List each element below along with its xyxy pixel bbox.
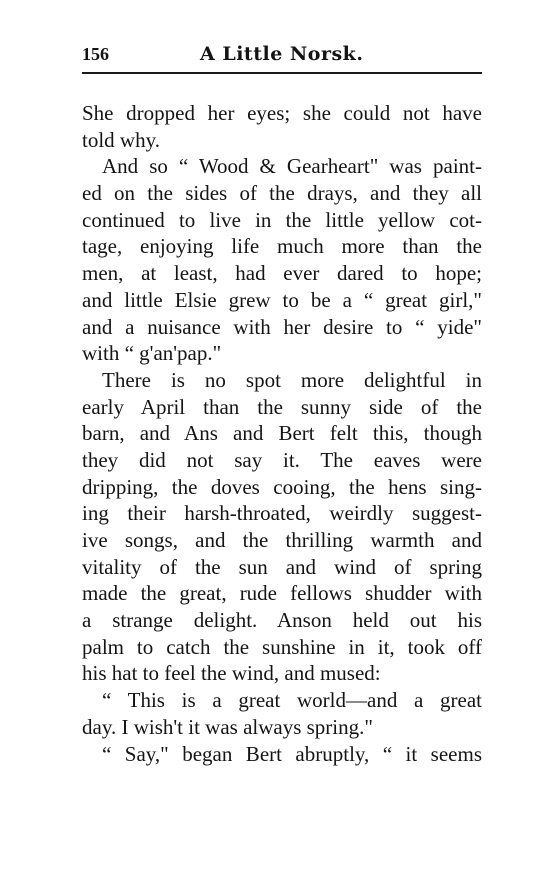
text-line: dripping, the doves cooing, the hens sing- xyxy=(82,474,482,499)
text-line: and a nuisance with her desire to “ yide" xyxy=(82,314,482,339)
text-line: they did not say it. The eaves were xyxy=(82,447,482,472)
page-number: 156 xyxy=(82,44,109,64)
running-head xyxy=(82,42,482,68)
text-line: told why. xyxy=(82,127,160,152)
text-line: day. I wish't it was always spring." xyxy=(82,714,373,739)
text-line: ive songs, and the thrilling warmth and xyxy=(82,528,482,552)
text-line: early April than the sunny side of the xyxy=(82,394,482,419)
body-text xyxy=(82,100,482,767)
text-line: vitality of the sun and wind of spring xyxy=(82,554,482,579)
text-line: “ This is a great world—and a great xyxy=(102,688,482,713)
text-line: ing their harsh-throated, weirdly suggest- xyxy=(82,501,482,526)
text-line: palm to catch the sunshine in it, took off xyxy=(82,634,482,659)
running-title: A Little Norsk. xyxy=(200,43,364,65)
text-line: a strange delight. Anson held out his xyxy=(82,608,482,633)
text-line: made the great, rude fellows shudder with xyxy=(82,581,482,606)
header-rule xyxy=(82,72,482,74)
text-line: ed on the sides of the drays, and they all xyxy=(82,181,482,206)
text-line: barn, and Ans and Bert felt this, though xyxy=(82,421,482,446)
text-line: men, at least, had ever dared to hope; xyxy=(82,261,482,286)
text-line: with “ g'an'pap." xyxy=(82,341,222,366)
text-line: And so “ Wood & Gearheart" was paint- xyxy=(102,154,482,179)
text-line: tage, enjoying life much more than the xyxy=(82,234,482,259)
text-line: his hat to feel the wind, and mused: xyxy=(82,661,381,686)
text-line: and little Elsie grew to be a “ great girl," xyxy=(82,287,482,312)
text-line: “ Say," began Bert abruptly, “ it seems xyxy=(102,741,482,766)
text-line: continued to live in the little yellow cot- xyxy=(82,207,482,232)
text-line: There is no spot more delightful in xyxy=(102,367,482,392)
text-line: She dropped her eyes; she could not have xyxy=(82,101,482,125)
